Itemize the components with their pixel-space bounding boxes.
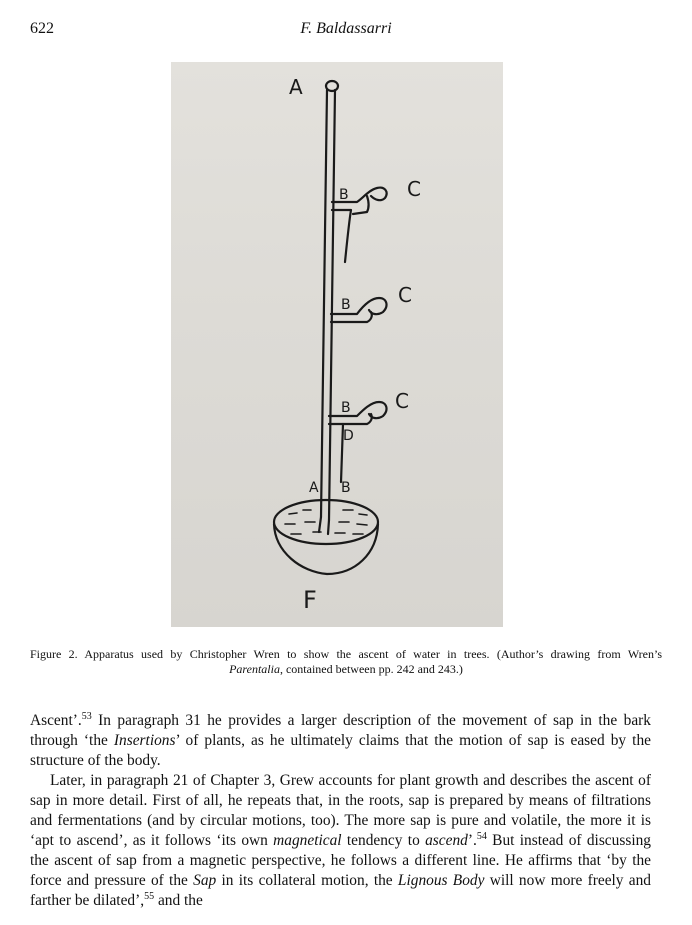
running-head: F. Baldassarri: [300, 20, 392, 37]
footnote-ref-54: 54: [476, 831, 487, 842]
tube-right-line: [329, 90, 335, 520]
italic-run: ascend: [425, 832, 468, 849]
italic-run: magnetical: [273, 832, 342, 849]
figure-wren-apparatus: [171, 62, 503, 627]
text-run: In paragraph 31 he provides a larger description of the movement of sap in the bark through ‘the: [30, 712, 651, 749]
caption-line-2: [30, 662, 662, 677]
soil-hatching: [285, 510, 367, 534]
text-run: Later, in paragraph 21 of Chapter 3, Grew accounts for plant growth and describes the ascent of sap in more detail. First of all, he repeats that, in the roots, sap is prepared by means of filtrations and fermentations (and by circular motions, too). The more sap is pure and volatile, the more it is ‘apt to ascend’, as it follows ‘its own: [30, 772, 651, 849]
label-b4: B: [341, 480, 351, 496]
text-run: and the: [154, 892, 203, 909]
text-run: in its collateral motion, the: [216, 872, 398, 889]
footnote-ref-53: 53: [81, 711, 92, 722]
text-run: ’.: [467, 832, 477, 849]
italic-run: Lignous Body: [397, 872, 485, 889]
paragraph-2: [30, 771, 651, 911]
text-run: But instead of discussing the ascent of sap from a magnetic perspective, he follows a different line. He affirms that ‘by the force and pressure of the: [30, 832, 651, 889]
branch-1-lower: [332, 210, 351, 262]
page-number: 622: [30, 20, 54, 37]
top-ring: [326, 81, 338, 91]
label-f: F: [303, 586, 317, 614]
text-run: ’ of plants, as he ultimately claims that the motion of sap is eased by the structure of the body.: [30, 732, 651, 769]
text-run: tendency to: [341, 832, 426, 849]
label-b2: B: [341, 297, 351, 313]
label-c3: C: [395, 389, 409, 413]
label-a-top: A: [289, 75, 303, 99]
caption-title: Parentalia: [229, 662, 280, 676]
paragraph-1: [30, 711, 651, 771]
label-c2: C: [398, 283, 412, 307]
text-run: will now more freely and farther be dilated’,: [30, 872, 652, 909]
branch-2: [331, 298, 386, 314]
text-run: Ascent’.: [30, 712, 82, 729]
bowl-body: [274, 524, 378, 574]
label-b3: B: [341, 400, 351, 416]
footnote-ref-55: 55: [144, 891, 155, 902]
drawing-svg: [171, 62, 503, 627]
inner-root-line: [319, 517, 321, 532]
italic-run: Sap: [193, 872, 217, 889]
caption-suffix: , contained between pp. 242 and 243.): [279, 662, 463, 676]
bowl-rim: [274, 500, 378, 544]
label-d: D: [343, 428, 354, 444]
branch-3: [329, 402, 386, 418]
label-a-base: A: [309, 480, 319, 496]
tube-left-line: [321, 90, 327, 517]
caption-line-1: Figure 2. Apparatus used by Christopher Wren to show the ascent of water in trees. (Author’s drawing from Wren’s: [30, 647, 662, 661]
italic-run: Insertions: [113, 732, 176, 749]
label-c1: C: [407, 177, 421, 201]
body-text: [30, 711, 651, 911]
label-b1: B: [339, 187, 349, 203]
figure-caption: [30, 647, 662, 677]
inner-root-line-2: [328, 520, 329, 534]
